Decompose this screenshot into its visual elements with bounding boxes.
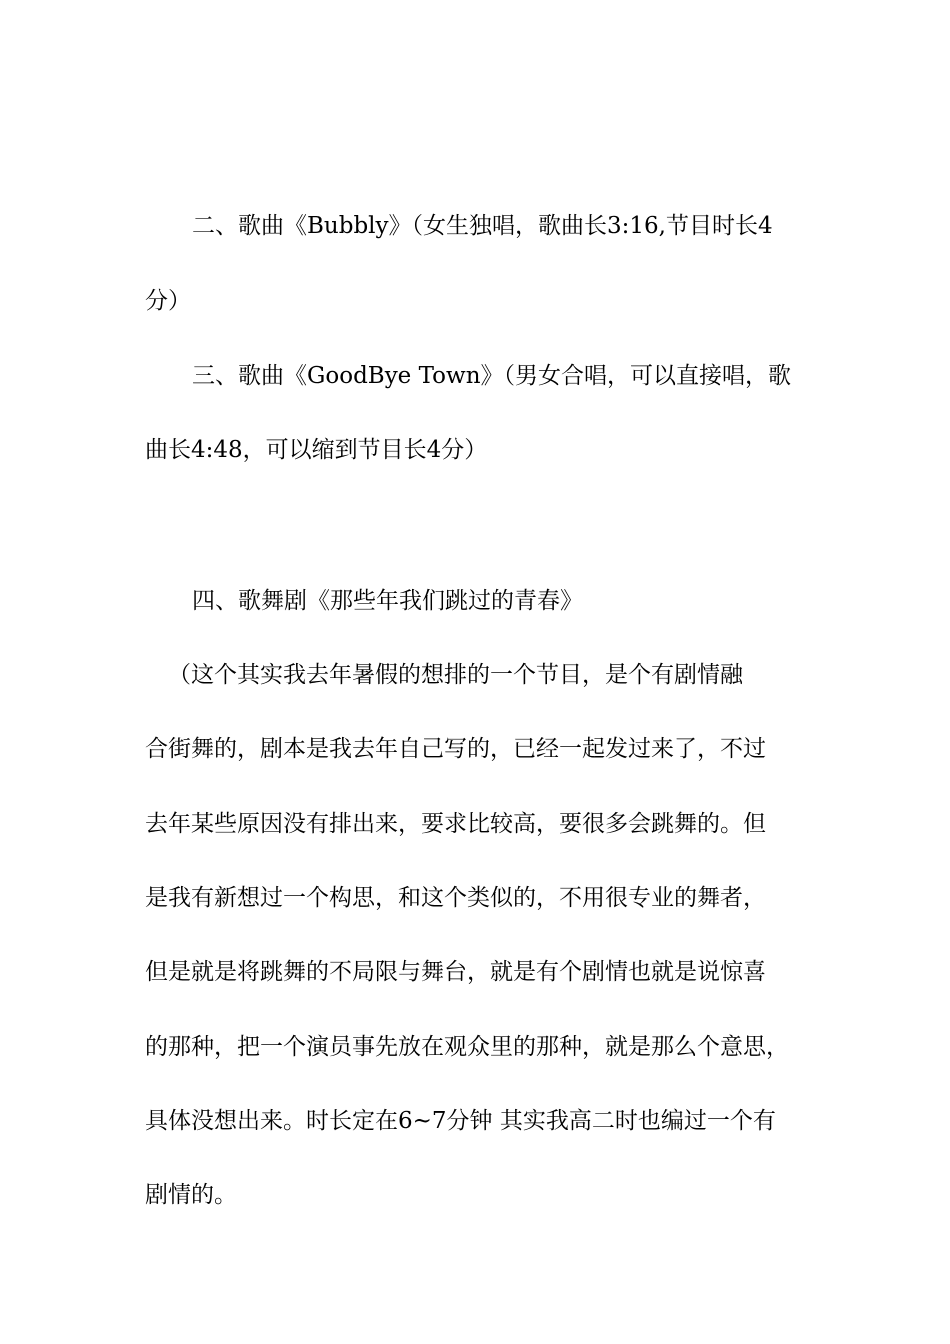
item-4-paragraph-line-2: 合街舞的，剧本是我去年自己写的，已经一起发过来了，不过 <box>145 736 766 762</box>
item-2-line-1: 二、歌曲《Bubbly》（女生独唱，歌曲长3:16,节目时长4 <box>192 213 773 239</box>
item-4-paragraph-line-5: 但是就是将跳舞的不局限与舞台，就是有个剧情也就是说惊喜 <box>145 959 766 985</box>
item-4-paragraph-line-1: （这个其实我去年暑假的想排的一个节目，是个有剧情融 <box>168 662 743 688</box>
item-4-heading: 四、歌舞剧《那些年我们跳过的青春》 <box>192 588 583 614</box>
item-2-line-2: 分） <box>145 288 191 314</box>
item-3-line-1: 三、歌曲《GoodBye Town》（男女合唱，可以直接唱，歌 <box>192 363 792 389</box>
item-3-line-2: 曲长4:48，可以缩到节目长4分） <box>145 437 488 463</box>
item-4-paragraph-line-3: 去年某些原因没有排出来，要求比较高，要很多会跳舞的。但 <box>145 811 766 837</box>
item-4-paragraph-line-8: 剧情的。 <box>145 1182 237 1208</box>
item-4-paragraph-line-6: 的那种，把一个演员事先放在观众里的那种，就是那么个意思， <box>145 1034 789 1060</box>
item-4-paragraph-line-4: 是我有新想过一个构思，和这个类似的，不用很专业的舞者， <box>145 885 766 911</box>
item-4-paragraph-line-7: 具体没想出来。时长定在6~7分钟 其实我高二时也编过一个有 <box>145 1108 776 1134</box>
